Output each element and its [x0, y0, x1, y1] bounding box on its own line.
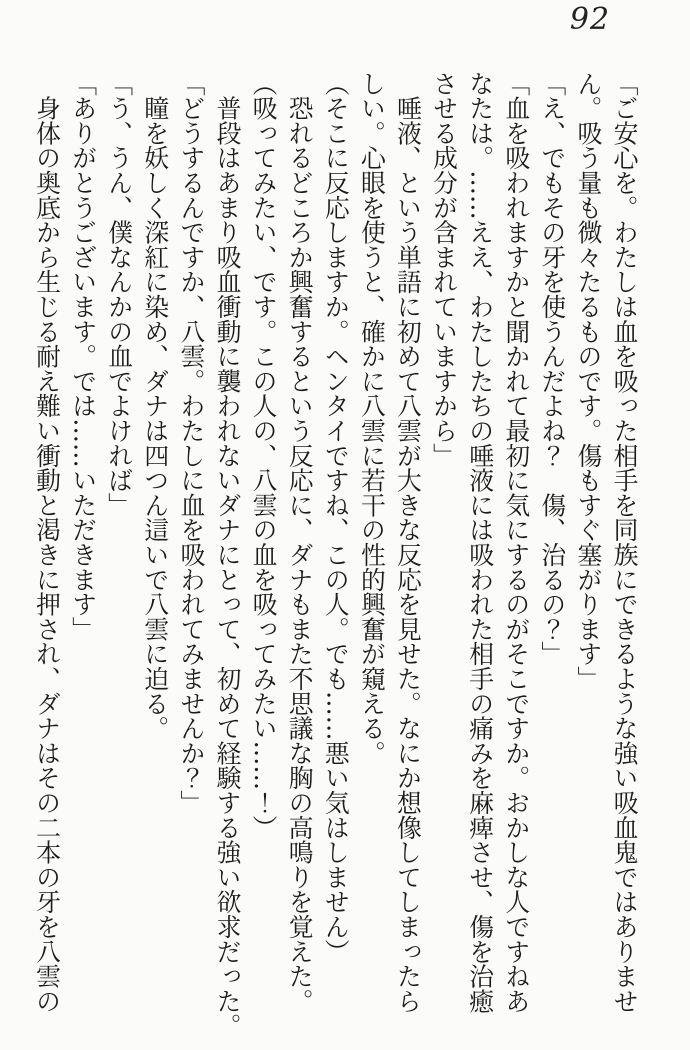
- text-column: 瞳を妖しく深紅に染め、ダナは四つん這いで八雲に迫る。: [140, 71, 170, 741]
- text-column: 唾液、という単語に初めて八雲が大きな反応を見せた。なにか想像してしまったら: [393, 71, 423, 1014]
- text-column: 「どうするんですか、八雲。わたしに血を吸われてみませんか？」: [176, 71, 206, 815]
- text-column: ん。吸う量も微々たるものです。傷もすぐ塞がります」: [573, 71, 603, 691]
- text-column: 「ご安心を。わたしは血を吸った相手を同族にできるような強い吸血鬼ではありませ: [610, 71, 639, 1014]
- text-column: 「え、でもその牙を使うんだよね？ 傷、治るの？」: [537, 71, 567, 667]
- text-column: 普段はあまり吸血衝動に襲われないダナにとって、初めて経験する強い欲求だった。: [212, 71, 242, 1039]
- text-column: 恐れるどころか興奮するという反応に、ダナもまた不思議な胸の高鳴りを覚えた。: [285, 71, 315, 1014]
- text-column: しい。心眼を使うと、確かに八雲に若干の性的興奮が窺える。: [357, 71, 387, 766]
- text-column: なたは。……ええ、わたしたちの唾液には吸われた相手の痛みを麻痺させ、傷を治癒: [465, 71, 495, 1014]
- text-column: 「う、うん、僕なんかの血でよければ」: [104, 71, 134, 518]
- page-number: 92: [569, 2, 611, 37]
- text-column: させる成分が含まれていますから」: [429, 71, 459, 468]
- text-block: [28, 71, 642, 1039]
- text-column: （そこに反応しますか。ヘンタイですね、この人。でも……悪い気はしません）: [321, 71, 351, 964]
- text-column: 「ありがとうございます。では……いただきます」: [68, 71, 98, 642]
- text-column: （吸ってみたい、です。この人の、八雲の血を吸ってみたい……！）: [249, 71, 279, 840]
- text-column: 「血を吸われますかと聞かれて最初に気にするのがそこですか。おかしな人ですねあ: [501, 71, 531, 1014]
- text-column: 身体の奥底から生じる耐え難い衝動と渇きに押され、ダナはその二本の牙を八雲の: [32, 71, 62, 1014]
